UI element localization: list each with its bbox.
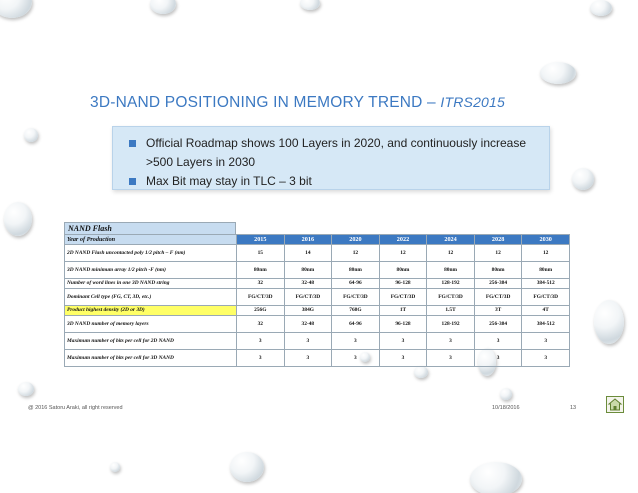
table-cell: FG/CT/3D	[427, 289, 475, 306]
water-drop-decoration	[18, 382, 34, 396]
table-cell: 80nm	[427, 262, 475, 279]
table-row	[65, 279, 570, 289]
table-cell: 12	[427, 245, 475, 262]
table-cell: 3	[522, 333, 570, 350]
water-drop-decoration	[300, 0, 320, 10]
table-cell: FG/CT/3D	[522, 289, 570, 306]
table-cell: 256-384	[474, 279, 522, 289]
table-row	[65, 350, 570, 367]
table-cell: 768G	[332, 306, 380, 316]
table-row	[65, 333, 570, 350]
table-cell: 3	[474, 333, 522, 350]
table-cell: 32	[237, 316, 285, 333]
table-cell: 1T	[379, 306, 427, 316]
table-cell: 3	[237, 333, 285, 350]
water-drop-decoration	[24, 128, 38, 142]
table-cell: 3	[474, 350, 522, 367]
table-cell: 3	[332, 333, 380, 350]
table-row	[65, 316, 570, 333]
table-cell: 80nm	[237, 262, 285, 279]
table-cell: 3	[427, 350, 475, 367]
table-cell: FG/CT/3D	[284, 289, 332, 306]
table-cell: 384G	[284, 306, 332, 316]
year-label: Year of Production	[65, 235, 237, 245]
table-cell: 3	[332, 350, 380, 367]
table-cell: 80nm	[284, 262, 332, 279]
table-cell: 256G	[237, 306, 285, 316]
table-row	[65, 262, 570, 279]
water-drop-decoration	[4, 202, 32, 236]
year-cell: 2030	[522, 235, 570, 245]
table-row	[65, 245, 570, 262]
table-cell: FG/CT/3D	[474, 289, 522, 306]
title-source: ITRS2015	[440, 94, 506, 110]
row-label: Maximum number of bits per cell for 2D NAND	[65, 333, 237, 350]
row-label: Number of word lines in one 3D NAND string	[65, 279, 237, 289]
table-cell: 32	[237, 279, 285, 289]
home-icon	[607, 397, 623, 412]
row-label: Dominant Cell type (FG, CT, 3D, etc.)	[65, 289, 237, 306]
table-cell: FG/CT/3D	[332, 289, 380, 306]
table-cell: 3	[427, 333, 475, 350]
table-cell: 64-96	[332, 279, 380, 289]
table-cell: 3	[237, 350, 285, 367]
table-header-row	[65, 235, 570, 245]
water-drop-decoration	[230, 452, 264, 482]
water-drop-decoration	[150, 0, 176, 14]
row-label: 3D NAND number of memory layers	[65, 316, 237, 333]
row-label: 2D NAND Flash uncontacted poly 1/2 pitch – F (nm)	[65, 245, 237, 262]
year-cell: 2016	[284, 235, 332, 245]
table-cell: 14	[284, 245, 332, 262]
table-caption: NAND Flash	[64, 222, 236, 234]
table-cell: 12	[332, 245, 380, 262]
table-cell: 3	[379, 333, 427, 350]
table-cell: 15	[237, 245, 285, 262]
table-row	[65, 306, 570, 316]
page-number: 13	[570, 405, 577, 411]
roadmap-table	[64, 234, 570, 367]
table-cell: 12	[379, 245, 427, 262]
water-drop-decoration	[540, 62, 576, 84]
table-cell: 384-512	[522, 279, 570, 289]
table-cell: 80nm	[379, 262, 427, 279]
table-cell: 80nm	[474, 262, 522, 279]
table-cell: 32-48	[284, 279, 332, 289]
callout-box	[112, 126, 550, 190]
year-cell: 2020	[332, 235, 380, 245]
year-cell: 2024	[427, 235, 475, 245]
year-cell: 2015	[237, 235, 285, 245]
table-cell: 384-512	[522, 316, 570, 333]
table-cell: 4T	[522, 306, 570, 316]
bullet-item: Max Bit may stay in TLC – 3 bit	[127, 172, 539, 191]
table-cell: 256-384	[474, 316, 522, 333]
table-cell: 96-128	[379, 316, 427, 333]
table-cell: 3T	[474, 306, 522, 316]
table-cell: 12	[522, 245, 570, 262]
nand-flash-table	[64, 222, 570, 369]
table-cell: 3	[284, 333, 332, 350]
table-cell: 32-48	[284, 316, 332, 333]
table-cell: FG/CT/3D	[379, 289, 427, 306]
table-cell: 3	[379, 350, 427, 367]
row-label: Product highest density (2D or 3D)	[65, 306, 237, 316]
table-cell: 80nm	[332, 262, 380, 279]
title-main: 3D-NAND POSITIONING IN MEMORY TREND –	[90, 94, 441, 111]
row-label: 3D NAND minimum array 1/2 pitch -F (nm)	[65, 262, 237, 279]
table-cell: 12	[474, 245, 522, 262]
footer-date: 10/18/2016	[492, 405, 520, 411]
home-button[interactable]	[606, 396, 624, 413]
table-cell: 1.5T	[427, 306, 475, 316]
water-drop-decoration	[572, 168, 594, 190]
table-cell: FG/CT/3D	[237, 289, 285, 306]
table-cell: 128-192	[427, 279, 475, 289]
table-cell: 80nm	[522, 262, 570, 279]
table-cell: 64-96	[332, 316, 380, 333]
water-drop-decoration	[470, 462, 522, 493]
water-drop-decoration	[594, 300, 624, 344]
water-drop-decoration	[110, 462, 120, 472]
year-cell: 2022	[379, 235, 427, 245]
table-cell: 3	[522, 350, 570, 367]
footer-copyright: @ 2016 Satoru Araki, all right reserved	[28, 405, 123, 411]
table-row	[65, 289, 570, 306]
row-label: Maximum number of bits per cell for 3D NAND	[65, 350, 237, 367]
table-cell: 3	[284, 350, 332, 367]
water-drop-decoration	[0, 0, 32, 18]
year-cell: 2028	[474, 235, 522, 245]
bullet-item: Official Roadmap shows 100 Layers in 2020, and continuously increase >500 Layers in 2030	[127, 134, 539, 172]
table-cell: 128-192	[427, 316, 475, 333]
water-drop-decoration	[590, 0, 612, 16]
table-cell: 96-128	[379, 279, 427, 289]
water-drop-decoration	[500, 388, 512, 400]
slide-title	[90, 94, 590, 112]
